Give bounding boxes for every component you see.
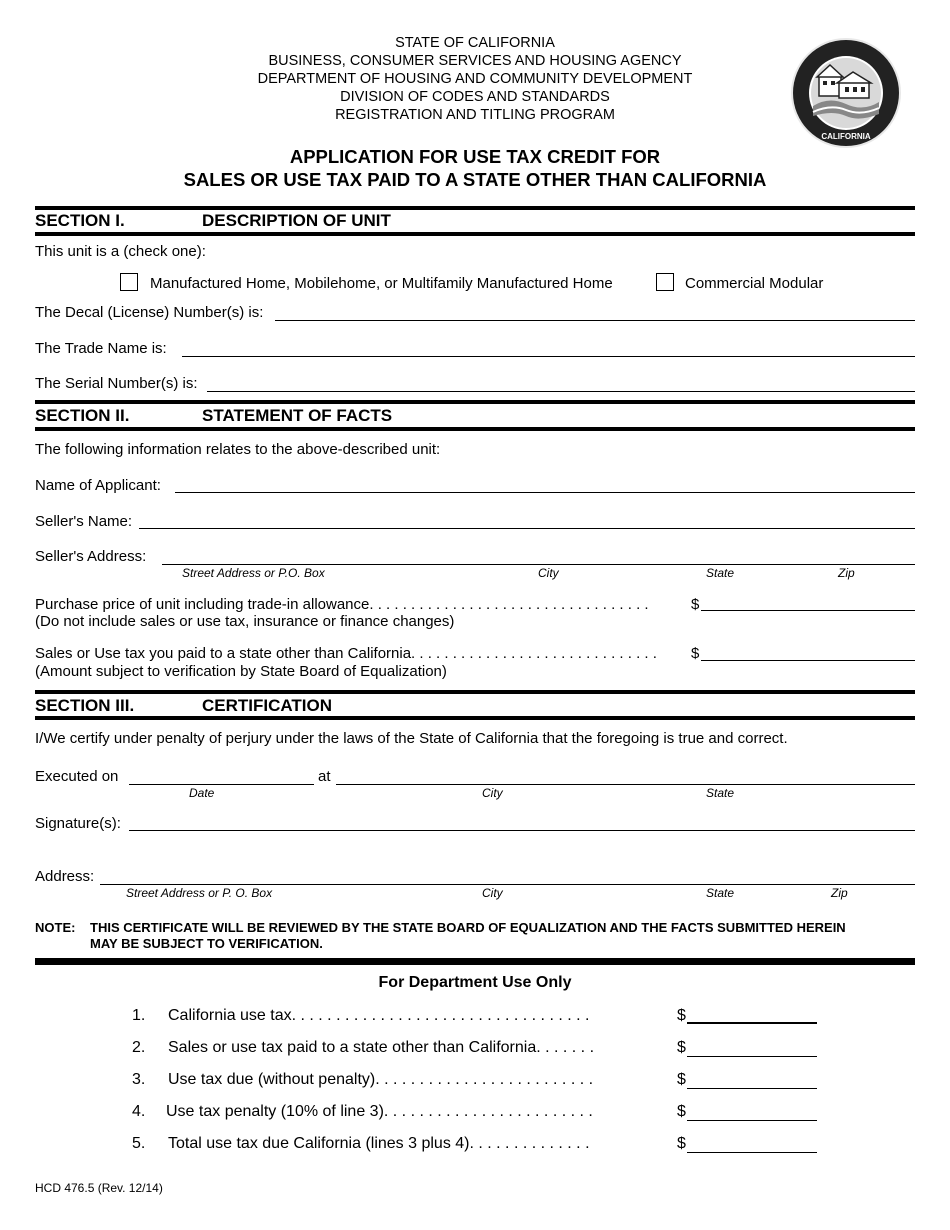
caption-zip: Zip bbox=[838, 566, 855, 580]
executed-location-field[interactable] bbox=[336, 784, 915, 785]
dept-item-field[interactable] bbox=[687, 1120, 817, 1121]
caption-city: City bbox=[538, 566, 559, 580]
dept-item-label: Use tax due (without penalty). . . . . . . . . . . . . . . . . . . . . . . . . bbox=[168, 1071, 594, 1088]
dollar-sign: $ bbox=[677, 1103, 686, 1120]
caption-city: City bbox=[482, 886, 503, 900]
tax-paid-field[interactable] bbox=[701, 660, 915, 661]
caption-date: Date bbox=[189, 786, 215, 800]
section-divider bbox=[35, 427, 915, 431]
caption-street: Street Address or P. O. Box bbox=[126, 886, 273, 900]
seller-name-label: Seller's Name: bbox=[35, 513, 133, 530]
commercial-modular-checkbox[interactable] bbox=[656, 273, 674, 291]
applicant-name-label: Name of Applicant: bbox=[35, 477, 161, 494]
section-2-title: STATEMENT OF FACTS bbox=[202, 406, 393, 425]
dollar-sign: $ bbox=[691, 596, 700, 613]
title-line-2: SALES OR USE TAX PAID TO A STATE OTHER THAN CALIFORNIA bbox=[183, 169, 767, 190]
dept-item-number: 4. bbox=[132, 1103, 146, 1120]
svg-text:CALIFORNIA: CALIFORNIA bbox=[821, 132, 871, 141]
header-line: REGISTRATION AND TITLING PROGRAM bbox=[335, 107, 615, 123]
dept-item-number: 3. bbox=[132, 1071, 146, 1088]
caption-state: State bbox=[706, 886, 735, 900]
note-label: NOTE: bbox=[35, 920, 76, 935]
section-1-title: DESCRIPTION OF UNIT bbox=[202, 211, 391, 230]
decal-number-label: The Decal (License) Number(s) is: bbox=[35, 304, 264, 321]
section-3-number: SECTION III. bbox=[35, 696, 135, 715]
purchase-price-label: Purchase price of unit including trade-in allowance. . . . . . . . . . . . . . . . . . . . . . . . . . . . . . . . . . bbox=[35, 596, 649, 613]
caption-street: Street Address or P.O. Box bbox=[182, 566, 325, 580]
section-divider bbox=[35, 206, 915, 210]
purchase-price-field[interactable] bbox=[701, 610, 915, 611]
dept-item-field[interactable] bbox=[687, 1022, 817, 1024]
purchase-price-note: (Do not include sales or use tax, insurance or finance changes) bbox=[35, 613, 455, 630]
seller-name-field[interactable] bbox=[139, 528, 915, 529]
at-label: at bbox=[318, 768, 331, 785]
form-id: HCD 476.5 (Rev. 12/14) bbox=[35, 1181, 163, 1195]
section-2-intro: The following information relates to the above-described unit: bbox=[35, 441, 441, 458]
dept-item-number: 2. bbox=[132, 1039, 146, 1056]
dept-item-number: 5. bbox=[132, 1135, 146, 1152]
department-divider bbox=[35, 958, 915, 965]
section-divider bbox=[35, 400, 915, 404]
section-2-number: SECTION II. bbox=[35, 406, 130, 425]
form-title bbox=[0, 145, 950, 191]
section-divider bbox=[35, 716, 915, 720]
dept-item-number: 1. bbox=[132, 1007, 146, 1024]
address-field[interactable] bbox=[100, 884, 915, 885]
commercial-modular-label: Commercial Modular bbox=[685, 275, 824, 292]
decal-number-field[interactable] bbox=[275, 320, 915, 321]
tax-paid-note: (Amount subject to verification by State Board of Equalization) bbox=[35, 663, 447, 680]
section-1-number: SECTION I. bbox=[35, 211, 125, 230]
department-use-title: For Department Use Only bbox=[378, 974, 572, 991]
dept-item-field[interactable] bbox=[687, 1152, 817, 1153]
manufactured-home-label: Manufactured Home, Mobilehome, or Multifamily Manufactured Home bbox=[150, 275, 613, 292]
tax-paid-label: Sales or Use tax you paid to a state other than California. . . . . . . . . . . . . . . . . . . . . . . . . . . . . . bbox=[35, 645, 657, 662]
seller-address-label: Seller's Address: bbox=[35, 548, 147, 565]
dollar-sign: $ bbox=[677, 1071, 686, 1088]
dept-item-field[interactable] bbox=[687, 1088, 817, 1089]
check-prompt: This unit is a (check one): bbox=[35, 243, 206, 260]
caption-city: City bbox=[482, 786, 503, 800]
header-line: DIVISION OF CODES AND STANDARDS bbox=[340, 89, 610, 105]
caption-zip: Zip bbox=[831, 886, 848, 900]
dept-item-label: Total use tax due California (lines 3 plus 4). . . . . . . . . . . . . . bbox=[168, 1135, 590, 1152]
title-line-1: APPLICATION FOR USE TAX CREDIT FOR bbox=[289, 146, 661, 167]
header-line: DEPARTMENT OF HOUSING AND COMMUNITY DEVELOPMENT bbox=[257, 71, 693, 87]
serial-number-label: The Serial Number(s) is: bbox=[35, 375, 198, 392]
section-divider bbox=[35, 690, 915, 694]
header-line: STATE OF CALIFORNIA bbox=[395, 35, 555, 51]
dollar-sign: $ bbox=[677, 1039, 686, 1056]
caption-state: State bbox=[706, 786, 735, 800]
signature-field[interactable] bbox=[129, 830, 915, 831]
manufactured-home-checkbox[interactable] bbox=[120, 273, 138, 291]
caption-state: State bbox=[706, 566, 735, 580]
header-line: BUSINESS, CONSUMER SERVICES AND HOUSING AGENCY bbox=[268, 53, 682, 69]
note-line-2: MAY BE SUBJECT TO VERIFICATION. bbox=[90, 936, 323, 951]
dollar-sign: $ bbox=[677, 1007, 686, 1024]
dept-item-field[interactable] bbox=[687, 1056, 817, 1057]
address-label: Address: bbox=[35, 868, 95, 885]
dept-item-label: Use tax penalty (10% of line 3). . . . . . . . . . . . . . . . . . . . . . . . bbox=[166, 1103, 593, 1120]
hcd-seal-logo bbox=[789, 36, 903, 150]
trade-name-label: The Trade Name is: bbox=[35, 340, 167, 357]
serial-number-field[interactable] bbox=[207, 391, 915, 392]
dollar-sign: $ bbox=[691, 645, 700, 662]
trade-name-field[interactable] bbox=[182, 356, 915, 357]
note-line-1: THIS CERTIFICATE WILL BE REVIEWED BY THE STATE BOARD OF EQUALIZATION AND THE FACTS SUBMITTED HEREIN bbox=[90, 920, 846, 935]
executed-date-field[interactable] bbox=[129, 784, 314, 785]
signature-label: Signature(s): bbox=[35, 815, 121, 832]
applicant-name-field[interactable] bbox=[175, 492, 915, 493]
certification-statement: I/We certify under penalty of perjury under the laws of the State of California that the foregoing is true and correct. bbox=[35, 730, 788, 747]
dollar-sign: $ bbox=[677, 1135, 686, 1152]
dept-item-label: Sales or use tax paid to a state other than California. . . . . . . bbox=[168, 1039, 595, 1056]
section-3-title: CERTIFICATION bbox=[202, 696, 333, 715]
section-divider bbox=[35, 232, 915, 236]
executed-on-label: Executed on bbox=[35, 768, 119, 785]
dept-item-label: California use tax. . . . . . . . . . . . . . . . . . . . . . . . . . . . . . . . . . bbox=[168, 1007, 590, 1024]
seller-address-field[interactable] bbox=[162, 564, 915, 565]
seal-icon bbox=[789, 36, 903, 150]
